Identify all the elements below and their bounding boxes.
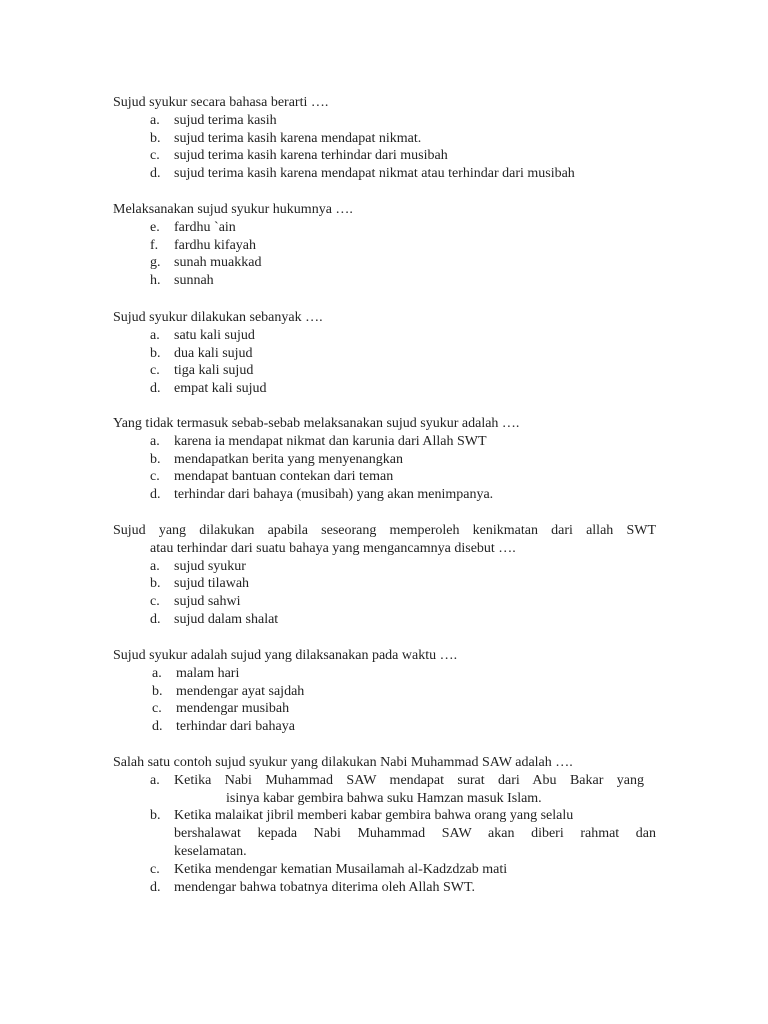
- option-d: [150, 165, 656, 183]
- option-d: [150, 879, 656, 897]
- option-text: [174, 807, 656, 860]
- option-text: Ketika mendengar kematian Musailamah al-Kadzdzab mati: [174, 861, 508, 877]
- option-text: terhindar dari bahaya (musibah) yang akan menimpanya.: [174, 487, 494, 503]
- option-text: sujud terima kasih karena mendapat nikmat.: [174, 130, 422, 146]
- option-letter: b.: [150, 451, 161, 467]
- question-3: [113, 309, 656, 398]
- option-c: [150, 593, 656, 611]
- option-letter: b.: [150, 808, 161, 824]
- question-6: [113, 647, 656, 736]
- option-letter: d.: [150, 611, 161, 627]
- option-a: [150, 772, 656, 808]
- option-c: [150, 147, 656, 165]
- option-text-line-2: bershalawat kepada Nabi Muhammad SAW akan diberi rahmat dan: [174, 826, 656, 842]
- option-d: [150, 486, 656, 504]
- option-letter: f.: [150, 237, 159, 253]
- option-a: [150, 112, 656, 130]
- option-letter: b.: [150, 345, 161, 361]
- question-4: [113, 415, 656, 504]
- option-text: dua kali sujud: [174, 345, 253, 361]
- option-text: mendapatkan berita yang menyenangkan: [174, 451, 403, 467]
- option-list: [113, 327, 656, 398]
- option-b: [150, 130, 656, 148]
- option-text-line-3: keselamatan.: [174, 843, 247, 859]
- option-text: karena ia mendapat nikmat dan karunia dari Allah SWT: [174, 433, 487, 449]
- option-letter: d.: [152, 719, 163, 735]
- option-text-line-1: Ketika Nabi Muhammad SAW mendapat surat dari Abu Bakar yang: [174, 772, 644, 788]
- option-b: [150, 451, 656, 469]
- option-list: [115, 665, 656, 736]
- option-c: [150, 861, 656, 879]
- option-b: [152, 683, 656, 701]
- option-text: sunnah: [174, 273, 214, 289]
- option-text: [174, 772, 656, 808]
- option-b: [150, 575, 656, 593]
- option-list: [113, 112, 656, 183]
- option-letter: d.: [150, 487, 161, 503]
- option-letter: a.: [150, 558, 160, 574]
- option-a: [150, 327, 656, 345]
- option-d: [150, 611, 656, 629]
- option-c: [152, 700, 656, 718]
- option-d: [150, 380, 656, 398]
- option-a: [152, 665, 656, 683]
- option-d: [152, 718, 656, 736]
- option-text: terhindar dari bahaya: [176, 719, 295, 735]
- option-letter: d.: [150, 879, 161, 895]
- option-letter: a.: [150, 772, 160, 788]
- option-list: [113, 219, 656, 290]
- option-text: sujud syukur: [174, 558, 246, 574]
- option-letter: b.: [150, 130, 161, 146]
- option-f: [150, 237, 656, 255]
- option-text-line-2: isinya kabar gembira bahwa suku Hamzan masuk Islam.: [226, 790, 542, 806]
- option-text: sujud dalam shalat: [174, 611, 279, 627]
- option-c: [150, 362, 656, 380]
- option-text: fardhu `ain: [174, 219, 236, 235]
- question-1: [113, 94, 656, 183]
- option-text: sujud terima kasih karena terhindar dari musibah: [174, 148, 448, 164]
- question-2: [113, 201, 656, 290]
- question-text: Sujud syukur adalah sujud yang dilaksanakan pada waktu ….: [113, 648, 458, 663]
- option-text: mendengar musibah: [176, 701, 290, 717]
- question-text: Melaksanakan sujud syukur hukumnya ….: [113, 202, 353, 217]
- option-letter: c.: [150, 363, 160, 379]
- option-g: [150, 254, 656, 272]
- option-letter: d.: [150, 166, 161, 182]
- option-letter: c.: [150, 861, 160, 877]
- question-text-continued: atau terhindar dari suatu bahaya yang mengancamnya disebut ….: [150, 540, 516, 556]
- option-letter: e.: [150, 219, 160, 235]
- question-text: Salah satu contoh sujud syukur yang dilakukan Nabi Muhammad SAW adalah ….: [113, 755, 573, 770]
- question-text: Yang tidak termasuk sebab-sebab melaksanakan sujud syukur adalah ….: [113, 416, 520, 431]
- option-letter: a.: [152, 665, 162, 681]
- option-h: [150, 272, 656, 290]
- option-c: [150, 468, 656, 486]
- option-text: mendengar bahwa tobatnya diterima oleh Allah SWT.: [174, 879, 476, 895]
- option-letter: d.: [150, 381, 161, 397]
- question-7: [113, 754, 656, 896]
- option-text: sujud terima kasih: [174, 112, 277, 128]
- option-letter: b.: [150, 576, 161, 592]
- option-text: malam hari: [176, 665, 240, 681]
- option-text: sujud sahwi: [174, 594, 241, 610]
- option-letter: b.: [152, 683, 163, 699]
- option-letter: a.: [150, 327, 160, 343]
- option-text: sujud terima kasih karena mendapat nikmat atau terhindar dari musibah: [174, 166, 575, 182]
- option-b: [150, 345, 656, 363]
- option-letter: c.: [150, 594, 160, 610]
- question-text: Sujud yang dilakukan apabila seseorang memperoleh kenikmatan dari allah SWT: [113, 523, 656, 538]
- option-list: [113, 433, 656, 504]
- option-b: [150, 807, 656, 860]
- option-text: empat kali sujud: [174, 381, 267, 397]
- option-text: fardhu kifayah: [174, 237, 257, 253]
- option-text: sunah muakkad: [174, 255, 262, 271]
- option-letter: a.: [150, 433, 160, 449]
- option-letter: h.: [150, 273, 161, 289]
- option-a: [150, 558, 656, 576]
- option-e: [150, 219, 656, 237]
- question-text: Sujud syukur secara bahasa berarti ….: [113, 95, 329, 110]
- option-text: sujud tilawah: [174, 576, 250, 592]
- option-text: tiga kali sujud: [174, 363, 254, 379]
- option-letter: g.: [150, 255, 161, 271]
- option-letter: a.: [150, 112, 160, 128]
- option-a: [150, 433, 656, 451]
- question-text: Sujud syukur dilakukan sebanyak ….: [113, 310, 323, 325]
- question-5: [113, 522, 656, 629]
- option-text: mendengar ayat sajdah: [176, 683, 305, 699]
- option-list: [113, 558, 656, 629]
- option-letter: c.: [152, 701, 162, 717]
- option-text-line-1: Ketika malaikat jibril memberi kabar gembira bahwa orang yang selalu: [174, 808, 574, 824]
- option-list: [113, 772, 656, 897]
- option-letter: c.: [150, 469, 160, 485]
- option-text: satu kali sujud: [174, 327, 255, 343]
- option-letter: c.: [150, 148, 160, 164]
- option-text: mendapat bantuan contekan dari teman: [174, 469, 394, 485]
